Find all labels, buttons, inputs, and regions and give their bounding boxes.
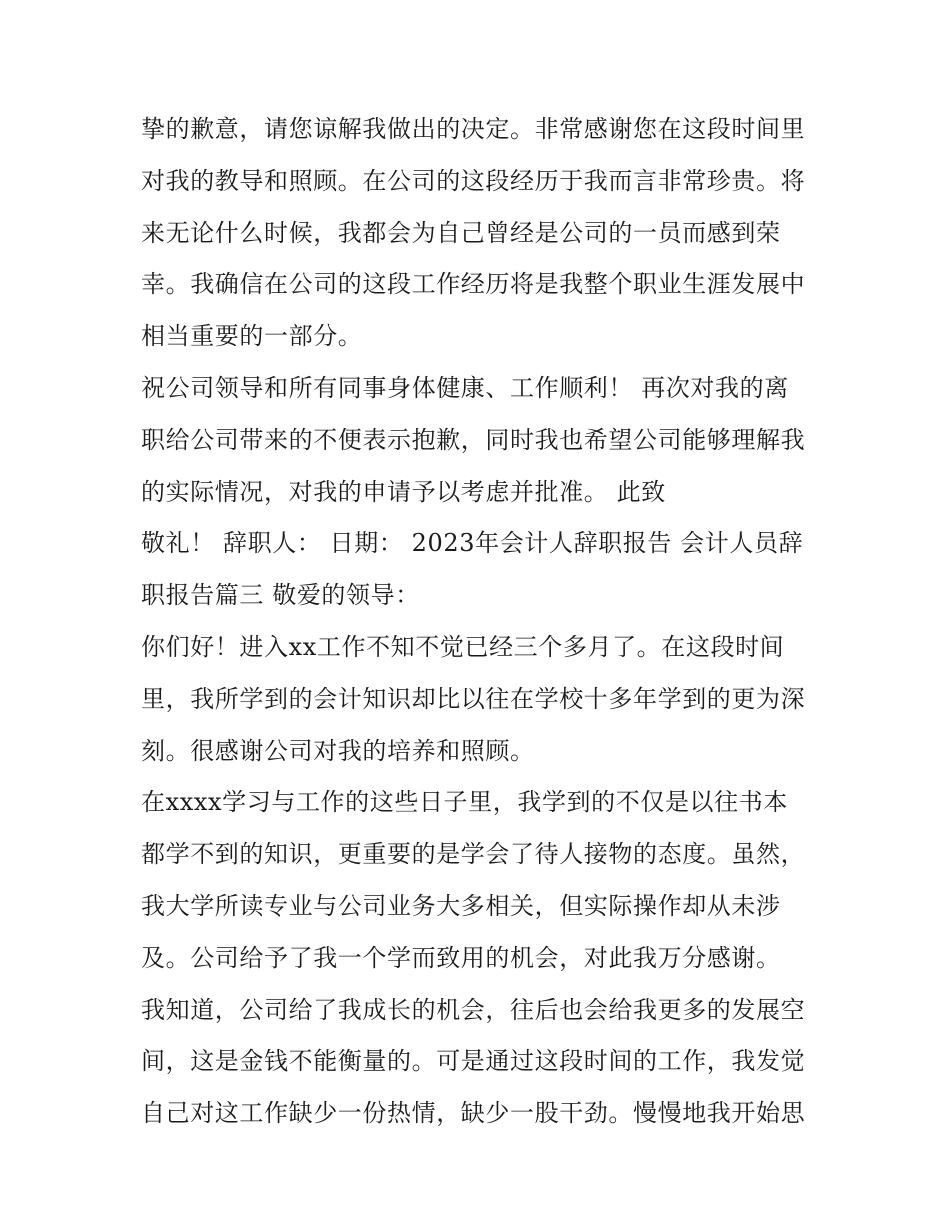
text-line: 挚的歉意，请您谅解我做出的决定。非常感谢您在这段时间里 [141, 115, 806, 143]
text-line: 职报告篇三 敬爱的领导： [141, 581, 420, 610]
text-line: 及。公司给予了我一个学而致用的机会，对此我万分感谢。 [141, 943, 781, 972]
text-line: 幸。我确信在公司的这段工作经历将是我整个职业生涯发展中 [141, 270, 806, 299]
text-line: 你们好！进入xx工作不知不觉已经三个多月了。在这段时间 [141, 632, 785, 661]
text-line: 在xxxx学习与工作的这些日子里，我学到的不仅是以往书本 [141, 788, 788, 817]
text-line: 我大学所读专业与公司业务大多相关，但实际操作却从未涉 [141, 891, 781, 920]
text-line: 来无论什么时候，我都会为自己曾经是公司的一员而感到荣 [141, 218, 781, 247]
text-line: 我知道，公司给了我成长的机会，往后也会给我更多的发展空 [141, 995, 806, 1024]
text-line: 敬礼！ 辞职人： 日期： 2023年会计人辞职报告 会计人员辞 [141, 529, 804, 558]
text-line: 祝公司领导和所有同事身体健康、工作顺利！ 再次对我的离 [141, 373, 789, 402]
text-line: 相当重要的一部分。 [141, 322, 363, 351]
text-line: 职给公司带来的不便表示抱歉，同时我也希望公司能够理解我 [141, 425, 806, 454]
text-line: 刻。很感谢公司对我的培养和照顾。 [141, 736, 535, 765]
text-line: 都学不到的知识，更重要的是学会了待人接物的态度。虽然， [141, 840, 806, 869]
text-line: 间，这是金钱不能衡量的。可是通过这段时间的工作，我发觉 [141, 1047, 806, 1076]
text-line: 的实际情况，对我的申请予以考虑并批准。 此致 [141, 477, 666, 506]
document-body [141, 104, 821, 1140]
text-line: 里，我所学到的会计知识却比以往在学校十多年学到的更为深 [141, 684, 806, 713]
text-line: 自己对这工作缺少一份热情，缺少一股干劲。慢慢地我开始思 [141, 1099, 806, 1128]
text-line: 对我的教导和照顾。在公司的这段经历于我而言非常珍贵。将 [141, 166, 806, 195]
